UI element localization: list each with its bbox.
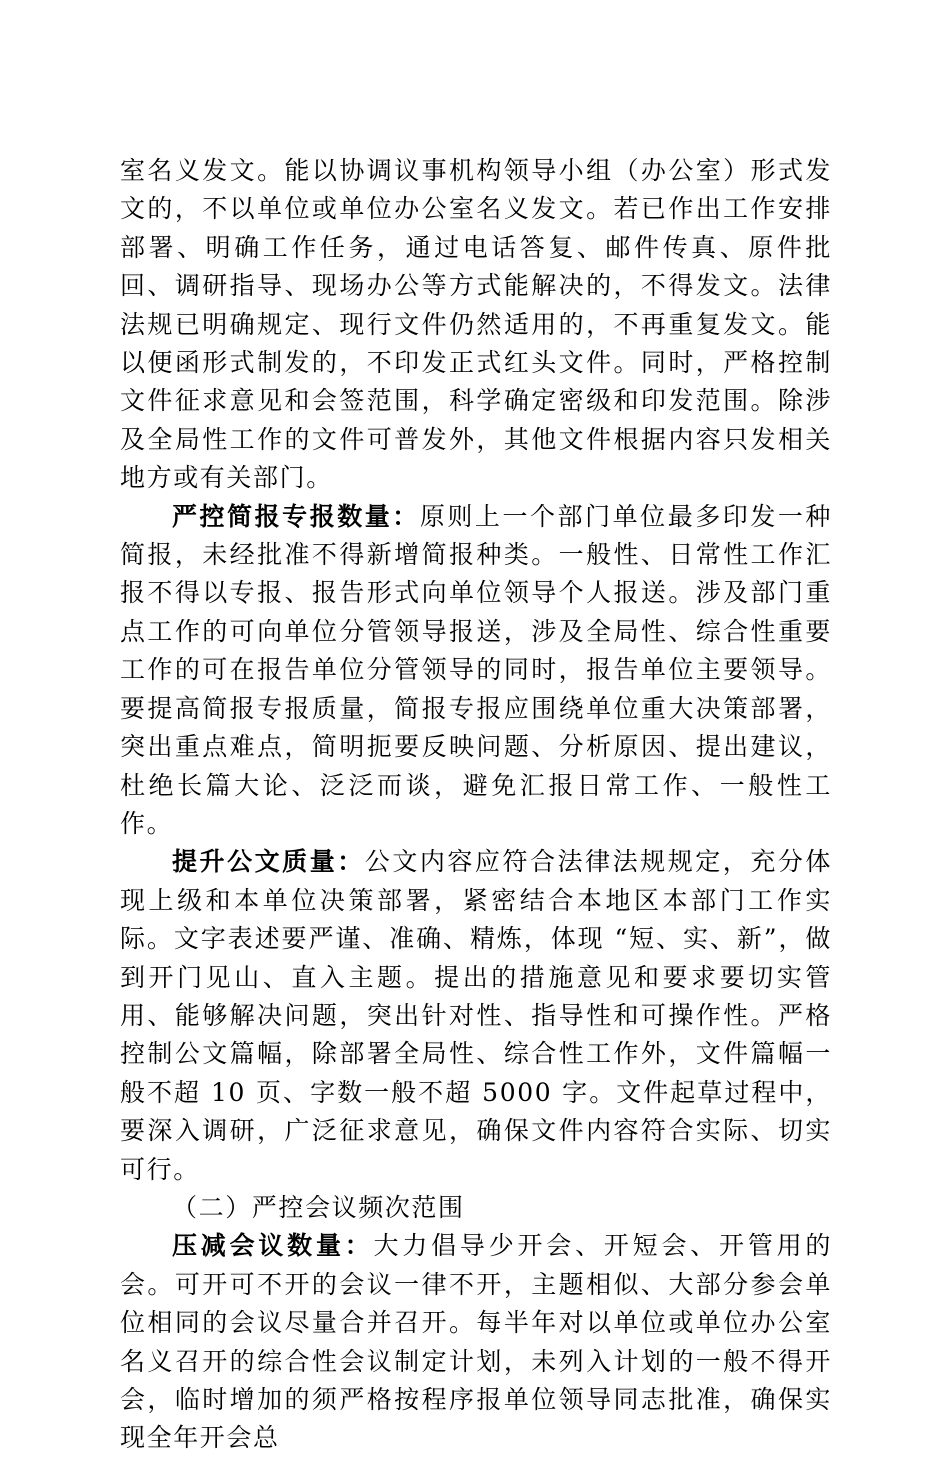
paragraph-text: 室名义发文。能以协调议事机构领导小组（办公室）形式发文的，不以单位或单位办公室名义发文。若已作出工作安排部署、明确工作任务，通过电话答复、邮件传真、原件批回、调研指导、现场办公等方式能解决的，不得发文。法律法规已明确规定、现行文件仍然适用的，不再重复发文。能以便函形式制发的，不印发正式红头文件。同时，严格控制文件征求意见和会签范围，科学确定密级和印发范围。除涉及全局性工作的文件可普发外，其他文件根据内容只发相关地方或有关部门。 — [120, 156, 832, 493]
paragraph-text: 大力倡导少开会、开短会、开管用的会。可开可不开的会议一律不开，主题相似、大部分参会单位相同的会议尽量合并召开。每半年对以单位或单位办公室名义召开的综合性会议制定计划，未列入计划的一般不得开会，临时增加的须严格按程序报单位领导同志批准，确保实现全年开会总 — [120, 1231, 833, 1453]
paragraph-lead: 提升公文质量： — [172, 847, 365, 877]
paragraph-text: 原则上一个部门单位最多印发一种简报，未经批准不得新增简报种类。一般性、日常性工作汇报不得以专报、报告形式向单位领导个人报送。涉及部门重点工作的可向单位分管领导报送，涉及全局性、综合性重要工作的可在报告单位分管领导的同时，报告单位主要领导。要提高简报专报质量，简报专报应围绕单位重大决策部署，突出重点难点，简明扼要反映问题、分析原因、提出建议，杜绝长篇大论、泛泛而谈，避免汇报日常工作、一般性工作。 — [120, 501, 832, 838]
paragraph-briefing-control — [120, 498, 832, 844]
paragraph-text: 公文内容应符合法律法规规定，充分体现上级和本单位决策部署，紧密结合本地区本部门工作实际。文字表述要严谨、准确、精炼，体现 “短、实、新”，做到开门见山、直入主题。提出的措施意见和要求要切实管用、能够解决问题，突出针对性、指导性和可操作性。严格控制公文篇幅，除部署全局性、综合性工作外，文件篇幅一般不超 10 页、字数一般不超 5000 字。文件起草过程中，要深入调研，广泛征求意见，确保文件内容符合实际、切实可行。 — [120, 847, 833, 1184]
paragraph-lead: 严控简报专报数量： — [172, 501, 420, 531]
paragraph-continuation — [120, 152, 832, 498]
document-body — [120, 152, 832, 1458]
section-heading: （二）严控会议频次范围 — [172, 1192, 465, 1222]
paragraph-meeting-reduction — [120, 1227, 832, 1457]
paragraph-lead: 压减会议数量： — [172, 1231, 374, 1261]
paragraph-document-quality — [120, 843, 832, 1189]
